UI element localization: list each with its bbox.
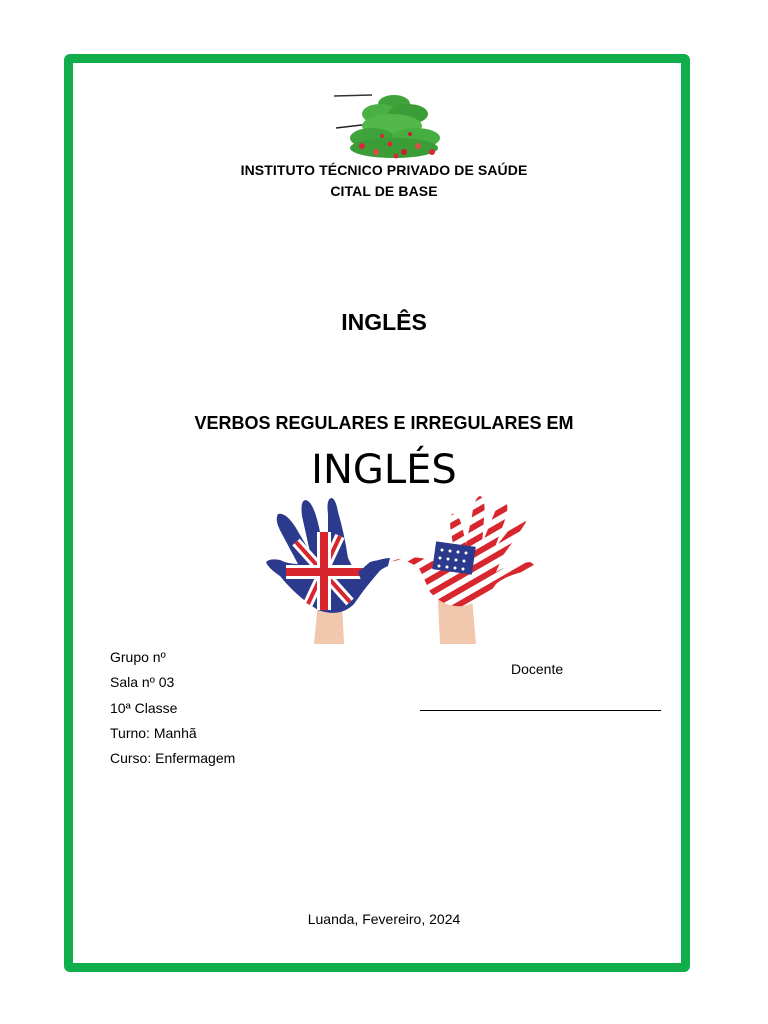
class-level: 10ª Classe xyxy=(110,699,178,716)
room-number: Sala nº 03 xyxy=(110,674,175,691)
uk-hand xyxy=(266,498,390,613)
institute-subtitle: CITAL DE BASE xyxy=(330,183,438,199)
subject-title: INGLÊS xyxy=(341,309,427,335)
teacher-label: Docente xyxy=(511,661,564,677)
institute-name: INSTITUTO TÉCNICO PRIVADO DE SAÚDE xyxy=(240,162,528,178)
usa-hand xyxy=(390,496,535,606)
student-info xyxy=(110,645,235,771)
topic-title: VERBOS REGULARES E IRREGULARES EM xyxy=(194,413,574,433)
signature-line xyxy=(420,710,661,711)
topic-language: INGLÉS xyxy=(311,447,457,493)
tree-logo-icon xyxy=(332,92,452,160)
group-number: Grupo nº xyxy=(110,649,166,665)
course: Curso: Enfermagem xyxy=(110,750,236,767)
shift: Turno: Manhã xyxy=(110,724,197,741)
place-and-date: Luanda, Fevereiro, 2024 xyxy=(307,911,461,927)
flag-painted-hands xyxy=(240,492,540,644)
